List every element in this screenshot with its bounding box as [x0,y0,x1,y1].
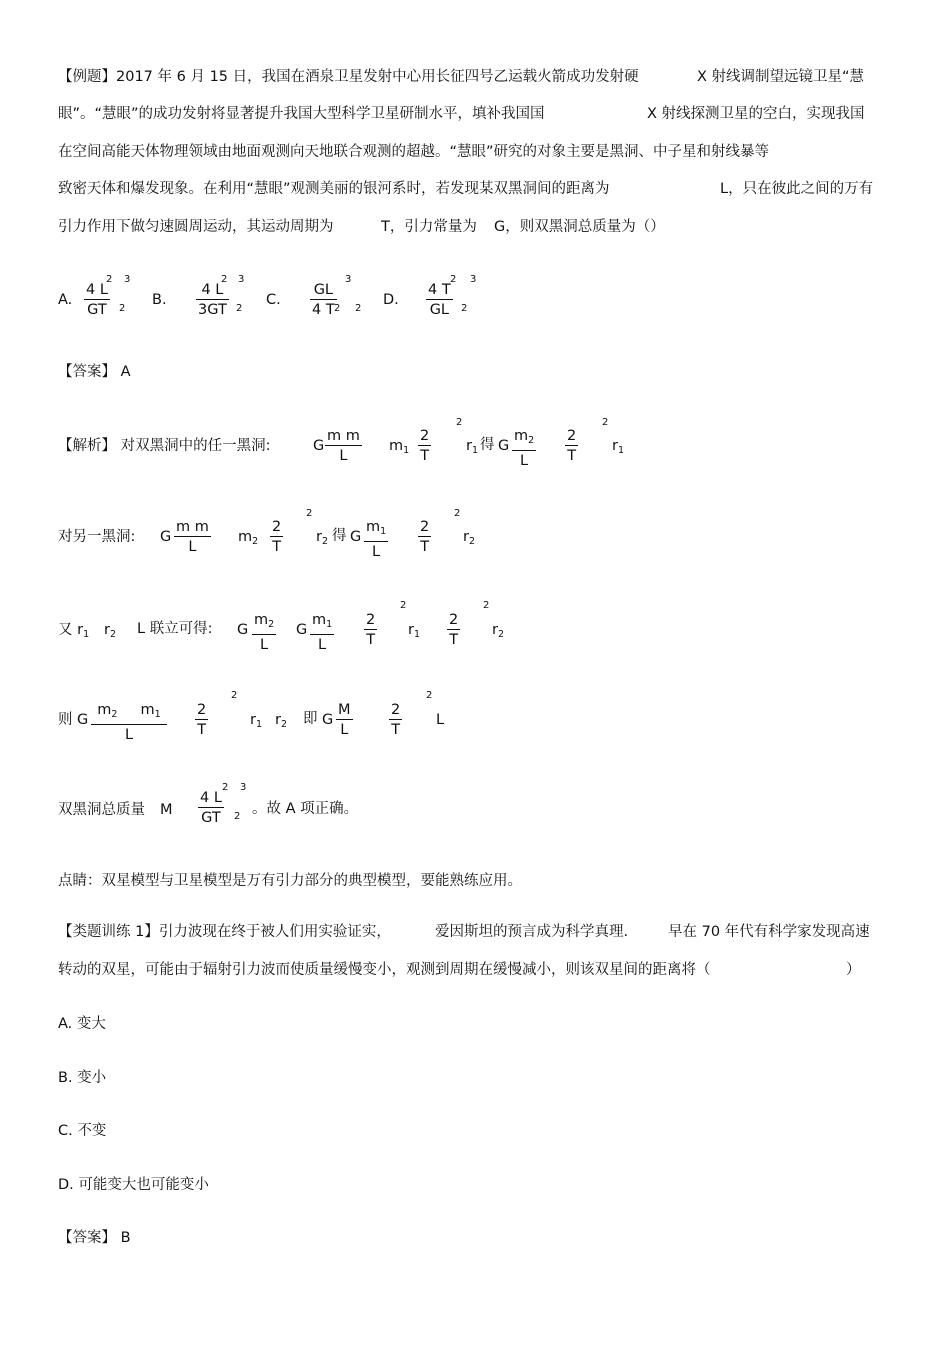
option-b-label: B. [152,292,167,308]
total-fraction [198,789,224,827]
eq2-r2-b: $r_2$ [463,529,476,547]
eq2-two-b: 2 [420,519,430,535]
example-text: 【例题】2017 年 6 月 15 日，我国在酒泉卫星发射中心用长征四号乙运载火箭成功发射硬 [58,69,639,85]
option-a-label: A. [58,292,73,308]
total-label: 双黑洞总质量 [58,802,145,818]
example-line-2: 眼”。“慧眼”的成功发射将显著提升我国大型科学卫星研制水平，填补我国国 [58,106,545,122]
eq2-two: 2 [272,519,282,535]
eq3-T: T [364,629,377,649]
eq4-den2: L [336,719,353,739]
example-line-5: 引力作用下做匀速圆周运动，其运动周期为 [58,219,334,235]
eq3-num2: $m_1$ [312,612,333,630]
option-c-label: C. [266,292,281,308]
example-line-4-tail: L，只在彼此之间的万有 [720,181,874,197]
option-b-sup: 2 [221,274,228,285]
eq4-T: T [195,719,208,739]
eq2-num: m m [176,519,209,535]
eq3-den: L [252,634,276,654]
total-sup: 3 [240,782,247,793]
option-c-fraction [310,281,337,319]
eq1-den2: L [512,450,536,470]
eq4-G2: G [322,712,334,728]
option-d-sup: 2 [450,274,457,285]
option-a-denominator: GT [84,299,110,319]
eq1-G2: G [498,438,510,454]
eq4-two: 2 [197,702,207,718]
eq1-m1: $m_1$ [389,438,410,456]
option-b-numerator: 4 L [201,282,224,298]
eq2-den2: L [364,541,388,561]
joint-r1: 又 $r_1$ [58,622,90,640]
option-a-fraction [84,281,110,319]
tip-text: 点睛：双星模型与卫星模型是万有引力部分的典型模型，要能熟练应用。 [58,873,522,889]
eq4-G: G [77,712,89,728]
eq2-T-b: T [418,536,431,556]
eq4-frac-m2m1-L2 [91,701,167,744]
training-option-c: C. 不变 [58,1123,107,1139]
eq1-two-b: 2 [567,428,577,444]
example-line-5-tail: G，则双黑洞总质量为（） [494,219,665,235]
example-line-2-tail: X 射线探测卫星的空白，实现我国 [647,106,865,122]
eq4-r2: $r_2$ [275,712,288,730]
option-d-fraction [426,281,453,319]
eq1-two: 2 [420,428,430,444]
example-line-3: 在空间高能天体物理领域由地面观测向天地联合观测的超越。“慧眼”研究的对象主要是黑洞、中子星和射线暴等 [58,144,770,160]
ie-label: 即 [303,711,318,727]
option-a-sup: 2 [119,303,126,314]
eq1-frac-2T [418,427,431,465]
eq3-frac-m1-L2 [310,611,334,654]
eq2-sup-b: 2 [454,508,461,519]
eq2-r2: $r_2$ [316,529,329,547]
training-line-2: 转动的双星，可能由于辐射引力波而使质量缓慢变小，观测到周期在缓慢减小，则该双星间的距离将（ [58,962,711,978]
eq4-sup-b: 2 [426,690,433,701]
training-line-1: 【类题训练 1】引力波现在终于被人们用实验证实， [58,924,391,940]
option-b-sup: 2 [236,303,243,314]
eq3-sup-b: 2 [483,600,490,611]
eq1-frac-m2-L2 [512,427,536,470]
eq3-r1: $r_1$ [408,622,421,640]
eq3-frac-2T-b [447,611,460,649]
eq3-frac-2T [364,611,377,649]
analysis-label: 【解析】 对双黑洞中的任一黑洞: [58,438,271,454]
option-a-sup: 2 [106,274,113,285]
eq3-G: G [237,622,249,638]
eq2-num2: $m_1$ [366,519,387,537]
training-line-2-tail: ） [846,962,861,978]
eq2-G: G [160,529,172,545]
eq2-frac-2T-b [418,518,431,556]
eq1-den: L [325,445,362,465]
total-num: 4 L [200,790,222,806]
eq3-T-b: T [447,629,460,649]
option-c-numerator: GL [313,282,334,298]
eq2-T: T [270,536,283,556]
eq1-de: 得 [480,437,495,453]
option-d-label: D. [383,292,399,308]
eq4-den: L [91,724,167,744]
option-d-denominator: GL [426,299,453,319]
option-b-denominator: 3GT [196,299,229,319]
joint-text: L 联立可得: [137,621,213,637]
eq4-L: L [436,712,445,728]
total-den: GT [198,807,224,827]
eq1-sup: 2 [456,417,463,428]
eq2-frac-2T [270,518,283,556]
eq1-num2: $m_2$ [514,428,535,446]
option-c-sup: 2 [334,303,341,314]
training-line-1-mid: 爱因斯坦的预言成为科学真理. [435,924,629,940]
option-c-denominator: 4 T [310,299,337,319]
eq3-r2: $r_2$ [492,622,505,640]
answer-2: 【答案】 B [58,1230,131,1246]
eq2-sup: 2 [306,508,313,519]
total-sup: 2 [234,811,241,822]
option-c-sup: 3 [345,274,352,285]
eq4-frac-2T-b [389,701,402,739]
eq2-G2: G [350,529,362,545]
eq3-two: 2 [366,612,376,628]
total-M: M [160,802,173,818]
eq1-sup-b: 2 [602,417,609,428]
answer-1: 【答案】 A [58,364,131,380]
training-option-a: A. 变大 [58,1016,106,1032]
joint-r2: $r_2$ [104,622,117,640]
eq1-r1: $r_1$ [466,438,479,456]
option-c-sup: 2 [355,303,362,314]
analysis-another: 对另一黑洞: [58,529,136,545]
eq1-r1-b: $r_1$ [612,438,625,456]
eq1-frac-2T-b [565,427,578,465]
total-sup: 2 [222,782,229,793]
eq3-frac-m2-L2 [252,611,276,654]
example-line-1-tail: X 射线调制望远镜卫星“慧 [697,69,865,85]
eq3-sup: 2 [400,600,407,611]
option-d-sup: 3 [470,274,477,285]
eq3-two-b: 2 [449,612,459,628]
eq2-m2: $m_2$ [238,529,259,547]
example-line-1 [58,67,639,87]
option-d-sup: 2 [461,303,468,314]
eq2-frac-mm-L2 [174,518,211,556]
eq3-den2: L [310,634,334,654]
option-b-fraction [196,281,229,319]
option-a-sup: 3 [124,274,131,285]
total-tail: 。故 A 项正确。 [252,801,359,817]
example-line-5-mid: T，引力常量为 [381,219,477,235]
eq4-sup: 2 [231,690,238,701]
eq2-frac-m1-L2 [364,518,388,561]
eq2-den: L [174,536,211,556]
training-option-b: B. 变小 [58,1070,107,1086]
eq1-frac-mm-L2 [325,427,362,465]
training-option-d: D. 可能变大也可能变小 [58,1177,209,1193]
eq4-frac-2T [195,701,208,739]
eq1-T: T [418,445,431,465]
eq4-two-b: 2 [391,702,401,718]
eq3-num: $m_2$ [254,612,275,630]
eq4-frac-M-L2 [336,701,353,739]
eq1-T-b: T [565,445,578,465]
example-line-4: 致密天体和爆发现象。在利用“慧眼”观测美丽的银河系时，若发现某双黑洞间的距离为 [58,181,610,197]
option-b-sup: 3 [238,274,245,285]
option-a-numerator: 4 L [86,282,108,298]
eq1-G: G [313,438,325,454]
eq3-G2: G [296,622,308,638]
eq4-r1: $r_1$ [250,712,263,730]
eq4-T-b: T [389,719,402,739]
then-label: 则 [58,712,73,728]
eq4-num: $m_2$ $m_1$ [97,702,161,720]
eq1-num: m m [327,428,360,444]
eq2-de: 得 [332,528,347,544]
training-line-1-tail: 早在 70 年代有科学家发现高速 [668,924,870,940]
option-d-numerator: 4 T [428,282,451,298]
eq4-num2: M [338,702,351,718]
